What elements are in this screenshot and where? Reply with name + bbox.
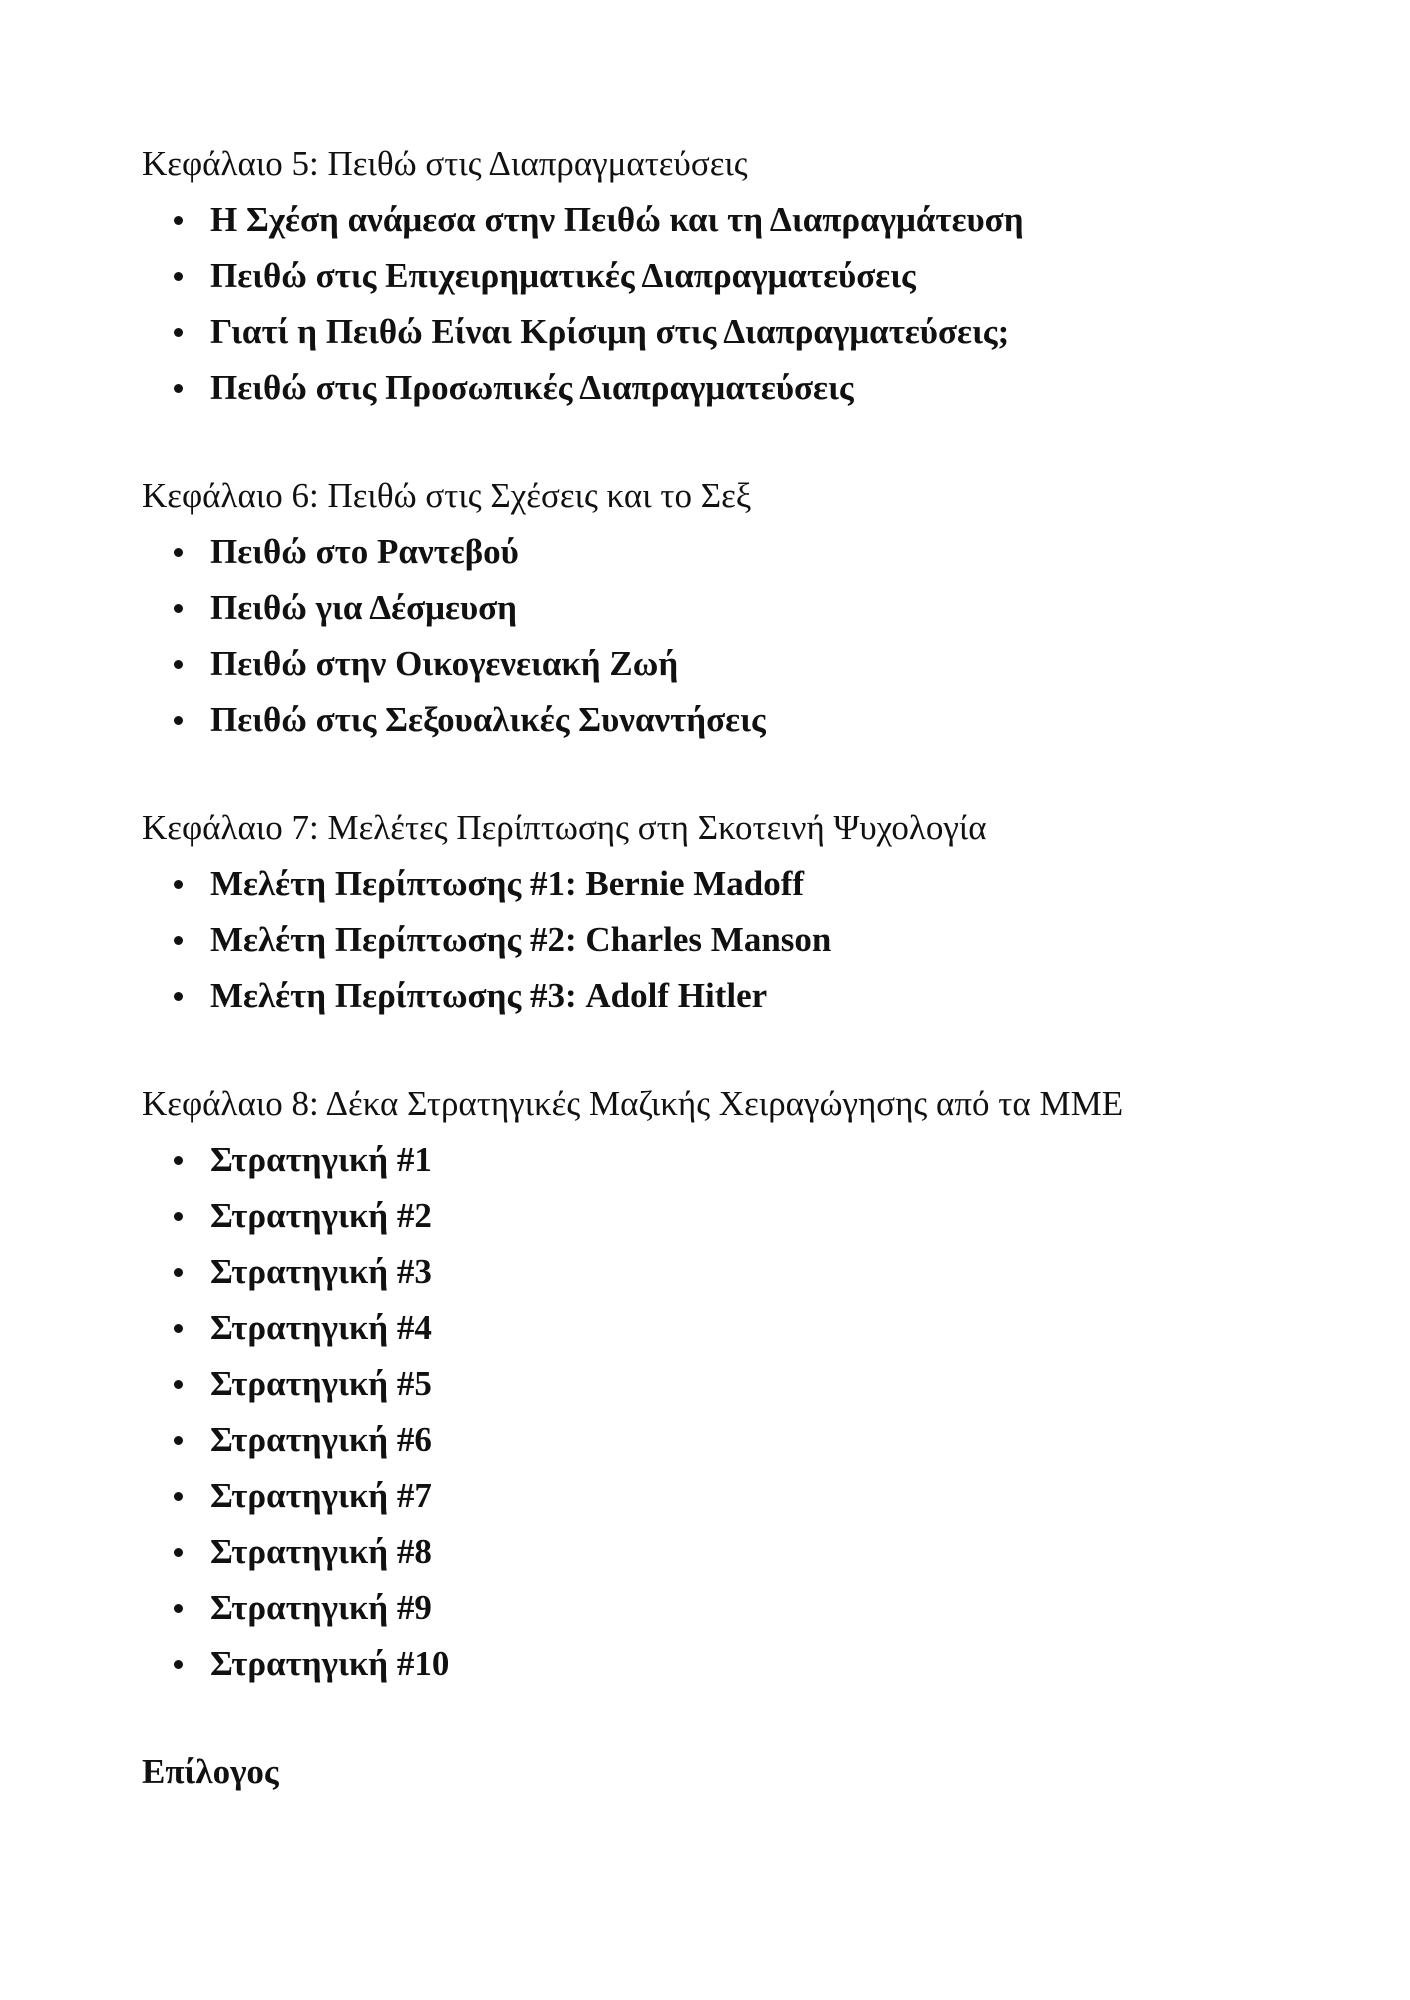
bullet-icon — [174, 1212, 183, 1221]
list-item-label: Πειθώ για Δέσμευση — [210, 588, 518, 627]
chapter-item-list — [142, 1132, 1342, 1692]
bullet-icon — [174, 660, 183, 669]
list-item — [142, 524, 1342, 580]
bullet-icon — [174, 1660, 183, 1669]
list-item-label: Πειθώ στις Προσωπικές Διαπραγματεύσεις — [210, 368, 854, 407]
list-item-label: Στρατηγική #9 — [210, 1588, 432, 1627]
bullet-icon — [174, 1156, 183, 1165]
bullet-icon — [174, 880, 183, 889]
bullet-icon — [174, 272, 183, 281]
list-item-label: Γιατί η Πειθώ Είναι Κρίσιμη στις Διαπραγματεύσεις; — [210, 312, 1010, 351]
list-item-label: Πειθώ στο Ραντεβού — [210, 532, 519, 571]
epilogue-heading: Επίλογος — [142, 1752, 279, 1791]
list-item — [142, 1524, 1342, 1580]
list-item — [142, 1132, 1342, 1188]
list-item — [142, 968, 1342, 1024]
list-item-label: Πειθώ στην Οικογενειακή Ζωή — [210, 644, 679, 683]
list-item-label: Στρατηγική #7 — [210, 1476, 432, 1515]
list-item — [142, 1468, 1342, 1524]
list-item — [142, 1244, 1342, 1300]
list-item-label: Μελέτη Περίπτωσης #1: Bernie Madoff — [210, 864, 805, 903]
bullet-icon — [174, 1492, 183, 1501]
bullet-icon — [174, 716, 183, 725]
list-item — [142, 304, 1342, 360]
list-item-label: Στρατηγική #6 — [210, 1420, 432, 1459]
chapter-title: Κεφάλαιο 7: Μελέτες Περίπτωσης στη Σκοτεινή Ψυχολογία — [142, 808, 987, 847]
list-item — [142, 1356, 1342, 1412]
chapter-5 — [142, 136, 1342, 416]
chapter-8 — [142, 1076, 1342, 1692]
list-item — [142, 912, 1342, 968]
list-item-label: Στρατηγική #5 — [210, 1364, 432, 1403]
bullet-icon — [174, 992, 183, 1001]
table-of-contents — [142, 136, 1342, 1800]
chapter-item-list — [142, 192, 1342, 416]
bullet-icon — [174, 936, 183, 945]
chapter-7 — [142, 800, 1342, 1024]
bullet-icon — [174, 1380, 183, 1389]
list-item-label: Πειθώ στις Επιχειρηματικές Διαπραγματεύσεις — [210, 256, 916, 295]
list-item — [142, 1412, 1342, 1468]
list-item — [142, 360, 1342, 416]
list-item-label: Στρατηγική #4 — [210, 1308, 432, 1347]
list-item — [142, 636, 1342, 692]
bullet-icon — [174, 1268, 183, 1277]
list-item-label: Πειθώ στις Σεξουαλικές Συναντήσεις — [210, 700, 766, 739]
list-item — [142, 1188, 1342, 1244]
bullet-icon — [174, 1548, 183, 1557]
list-item-label: Στρατηγική #1 — [210, 1140, 432, 1179]
list-item — [142, 1636, 1342, 1692]
list-item — [142, 692, 1342, 748]
list-item — [142, 192, 1342, 248]
chapter-title: Κεφάλαιο 8: Δέκα Στρατηγικές Μαζικής Χειραγώγησης από τα ΜΜΕ — [142, 1084, 1124, 1123]
bullet-icon — [174, 216, 183, 225]
list-item-label: Μελέτη Περίπτωσης #2: Charles Manson — [210, 920, 832, 959]
list-item-label: Στρατηγική #8 — [210, 1532, 432, 1571]
bullet-icon — [174, 1604, 183, 1613]
list-item-label: Η Σχέση ανάμεσα στην Πειθώ και τη Διαπραγμάτευση — [210, 200, 1024, 239]
chapter-item-list — [142, 524, 1342, 748]
list-item-label: Στρατηγική #2 — [210, 1196, 432, 1235]
list-item-label: Μελέτη Περίπτωσης #3: Adolf Hitler — [210, 976, 768, 1015]
bullet-icon — [174, 328, 183, 337]
bullet-icon — [174, 548, 183, 557]
bullet-icon — [174, 1324, 183, 1333]
bullet-icon — [174, 604, 183, 613]
chapter-6 — [142, 468, 1342, 748]
list-item-label: Στρατηγική #10 — [210, 1644, 450, 1683]
list-item — [142, 1580, 1342, 1636]
list-item — [142, 856, 1342, 912]
list-item — [142, 580, 1342, 636]
list-item — [142, 1300, 1342, 1356]
chapter-title: Κεφάλαιο 5: Πειθώ στις Διαπραγματεύσεις — [142, 144, 748, 183]
list-item-label: Στρατηγική #3 — [210, 1252, 432, 1291]
bullet-icon — [174, 1436, 183, 1445]
list-item — [142, 248, 1342, 304]
bullet-icon — [174, 384, 183, 393]
chapter-title: Κεφάλαιο 6: Πειθώ στις Σχέσεις και το Σεξ — [142, 476, 752, 515]
chapter-item-list — [142, 856, 1342, 1024]
